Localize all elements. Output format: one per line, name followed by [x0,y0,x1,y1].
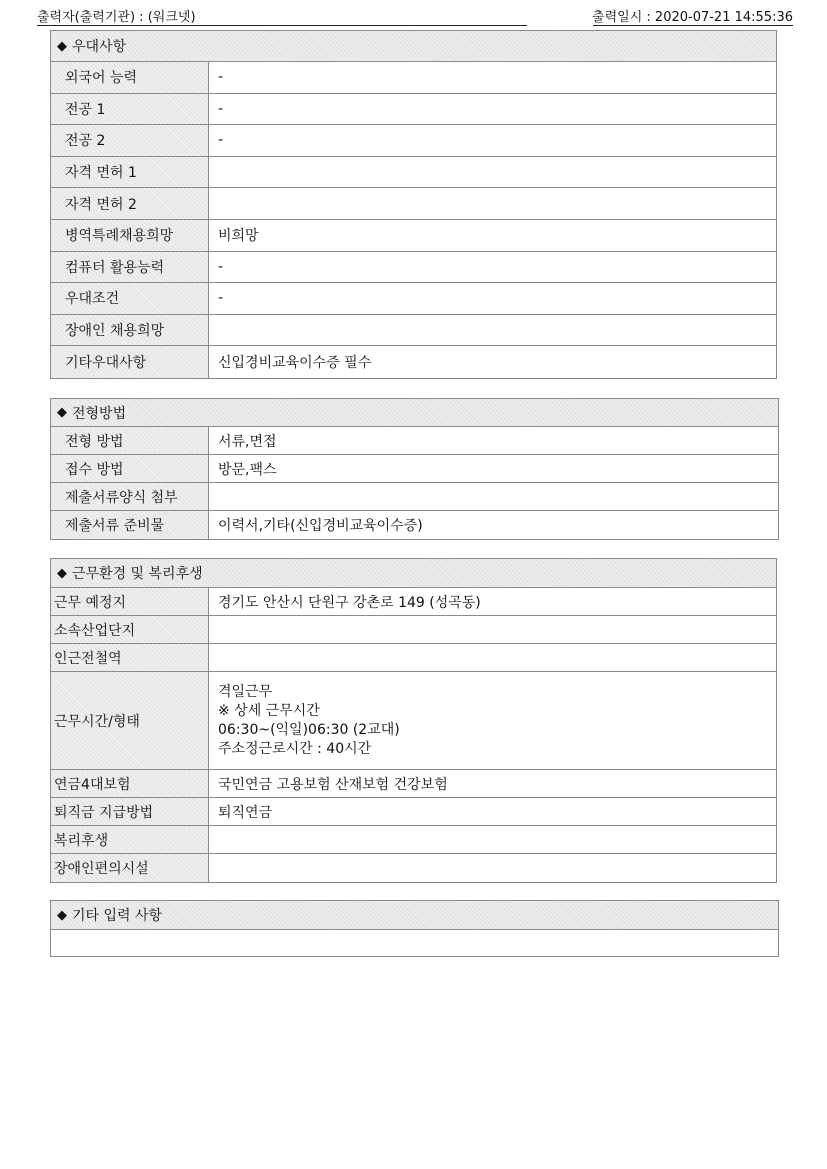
section-header [51,559,776,588]
field-label: 인근전철역 [51,644,209,671]
table-row [51,220,776,252]
work-hours-value [209,672,776,769]
diamond-bullet-icon: ◆ [57,565,67,581]
field-label: 기타우대사항 [51,346,209,378]
work-hours-line: 06:30~(익일)06:30 (2교대) [218,721,400,738]
table-row [51,826,776,854]
table-row [51,62,776,94]
diamond-bullet-icon: ◆ [57,907,67,923]
field-value: - [218,258,224,275]
field-value: 국민연금 고용보험 산재보험 건강보험 [218,776,448,793]
field-value: 이력서,기타(신입경비교육이수증) [218,518,423,534]
field-label: 근무시간/형태 [51,672,209,769]
field-value: 퇴직연금 [218,804,273,821]
field-label: 제출서류양식 첨부 [51,483,209,510]
field-label: 전형 방법 [51,427,209,454]
section-header [51,31,776,62]
diamond-bullet-icon: ◆ [57,405,67,420]
field-value [209,616,776,643]
table-row [51,125,776,157]
print-header [37,6,793,24]
field-value: 비희망 [218,228,259,245]
field-label: 제출서류 준비물 [51,511,209,539]
field-value [209,826,776,853]
preferences-section [50,30,777,379]
table-row [51,252,776,284]
field-label: 장애인편의시설 [51,854,209,882]
table-row [51,157,776,189]
field-label: 자격 면허 1 [51,157,209,188]
diamond-bullet-icon: ◆ [57,38,67,54]
work-environment-section [50,558,777,883]
field-value [209,644,776,671]
work-hours-line: 주소정근로시간 : 40시간 [218,740,372,757]
field-label: 연금4대보험 [51,770,209,797]
field-label: 소속산업단지 [51,616,209,643]
section-title: 우대사항 [72,39,127,55]
section-title: 근무환경 및 복리후생 [72,566,203,582]
field-label: 복리후생 [51,826,209,853]
table-row [51,427,778,455]
field-label: 컴퓨터 활용능력 [51,252,209,283]
work-hours-line: 격일근무 [218,683,273,700]
field-label: 장애인 채용희망 [51,315,209,346]
field-label: 근무 예정지 [51,588,209,615]
field-label: 외국어 능력 [51,62,209,93]
field-value [209,157,776,188]
table-row [51,798,776,826]
table-row [51,283,776,315]
table-row [51,315,776,347]
field-label: 퇴직금 지급방법 [51,798,209,825]
other-info-section [50,900,779,957]
field-label: 접수 방법 [51,455,209,482]
table-row [51,616,776,644]
field-value [209,483,778,510]
print-datetime: 출력일시 : 2020-07-21 14:55:36 [592,10,793,25]
header-divider [593,25,793,26]
field-label: 자격 면허 2 [51,188,209,219]
field-value [209,854,776,882]
field-value [209,315,776,346]
field-value: - [218,100,224,117]
table-row [51,644,776,672]
table-row [51,588,776,616]
table-row [51,672,776,770]
table-row [51,770,776,798]
table-row [51,854,776,882]
table-row [51,455,778,483]
field-value: 서류,면접 [218,433,277,450]
table-row [51,511,778,539]
work-hours-line: ※ 상세 근무시간 [218,702,320,719]
table-row [51,188,776,220]
field-label: 전공 2 [51,125,209,156]
field-label: 병역특례채용희망 [51,220,209,251]
table-row [51,483,778,511]
field-label: 우대조건 [51,283,209,314]
field-value: - [218,132,224,149]
selection-method-section [50,398,779,540]
section-header [51,399,778,427]
field-value: 신입경비교육이수증 필수 [218,355,372,372]
work-location-value: 경기도 안산시 단원구 강촌로 149 (성곡동) [218,594,481,611]
section-title: 기타 입력 사항 [72,908,163,924]
header-divider [37,25,527,26]
printer-info: 출력자(출력기관) : (워크넷) [37,10,196,25]
table-row [51,94,776,126]
table-row [51,346,776,378]
field-value: - [218,290,224,307]
field-value: 방문,팩스 [218,461,277,478]
field-value [209,188,776,219]
field-label: 전공 1 [51,94,209,125]
section-header [51,901,778,930]
field-value: - [218,69,224,86]
other-info-value [51,930,778,957]
section-title: 전형방법 [72,405,127,422]
